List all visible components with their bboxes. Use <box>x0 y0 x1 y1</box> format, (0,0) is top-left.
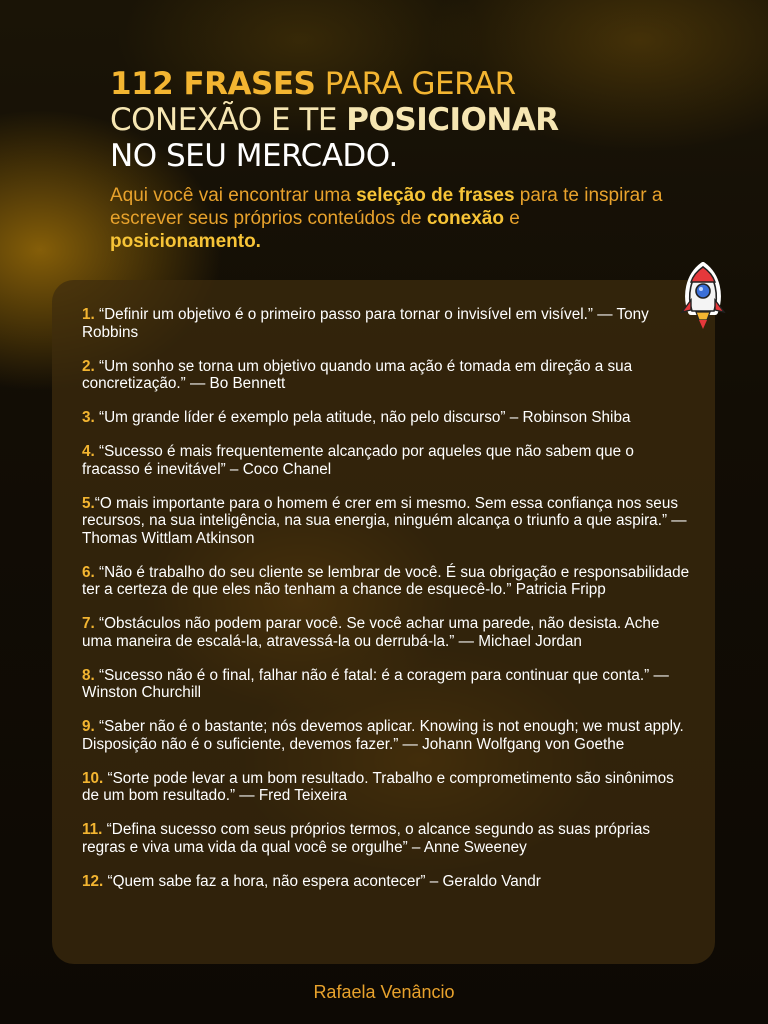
quote-item-12 <box>82 873 692 891</box>
title-bold-count: 112 FRASES <box>110 66 316 102</box>
title-conexao: CONEXÃO E TE <box>110 102 347 138</box>
subtitle-part-3: e <box>503 208 520 229</box>
title-line-3: NO SEU MERCADO. <box>110 138 398 174</box>
quote-item-3 <box>82 409 692 427</box>
quote-number: 12. <box>82 872 104 890</box>
quote-item-8 <box>82 667 692 702</box>
quote-item-7 <box>82 615 692 650</box>
quote-text: “Saber não é o bastante; nós devemos aplicar. Knowing is not enough; we must apply. Disposição não é o suficiente, devemos fazer.” — Johann Wolfgang von Goethe <box>82 718 684 753</box>
quote-number: 3. <box>82 409 95 426</box>
title-rest: PARA GERAR <box>315 66 516 102</box>
quote-number: 5. <box>82 494 95 512</box>
quote-item-5 <box>82 495 692 548</box>
quote-text: “Não é trabalho do seu cliente se lembrar de você. É sua obrigação e responsabilidade ter a certeza de que eles não tenham a chance de esquecê-lo.” Patricia Fripp <box>82 563 690 598</box>
quotes-list <box>82 306 692 907</box>
quote-text: “Um grande líder é exemplo pela atitude, não pelo discurso” – Robinson Shiba <box>94 409 631 426</box>
quote-text: “O mais importante para o homem é crer em si mesmo. Sem essa confiança nos seus recursos, na sua inteligência, na sua energia, ninguém alcança o triunfo a que aspira.” — Thomas Wittlam Atkinson <box>82 494 687 547</box>
subtitle-highlight-3: posicionamento. <box>110 231 261 252</box>
subtitle-highlight-2: conexão <box>426 208 504 229</box>
quote-number: 9. <box>82 718 95 735</box>
quote-number: 1. <box>82 306 95 323</box>
quote-item-1 <box>82 306 692 341</box>
quote-text: “Obstáculos não podem parar você. Se você achar uma parede, não desista. Ache uma maneira de escalá-la, atravessá-la ou derrubá-la.” — Michael Jordan <box>82 615 660 650</box>
quote-text: “Sucesso não é o final, falhar não é fatal: é a coragem para continuar que conta.” — Winston Churchill <box>82 666 669 701</box>
quote-number: 8. <box>82 666 95 684</box>
quote-item-10 <box>82 770 692 805</box>
title-line-1 <box>110 66 670 102</box>
quote-item-4 <box>82 443 692 478</box>
quote-text: “Defina sucesso com seus próprios termos, o alcance segundo as suas próprias regras e viva uma vida da qual você se orgulhe” – Anne Sweeney <box>82 821 650 856</box>
title-line-2 <box>110 102 670 138</box>
quote-text: “Sorte pode levar a um bom resultado. Trabalho e comprometimento são sinônimos de um bom resultado.” — Fred Teixeira <box>82 769 674 804</box>
quote-item-6 <box>82 564 692 599</box>
header <box>110 66 670 253</box>
subtitle <box>110 184 670 253</box>
subtitle-part-1: Aqui você vai encontrar uma <box>110 185 357 206</box>
quote-text: “Definir um objetivo é o primeiro passo para tornar o invisível em visível.” — Tony Robbins <box>82 306 649 341</box>
author-name: Rafaela Venâncio <box>313 982 455 1002</box>
quote-number: 4. <box>82 443 95 460</box>
title-posicionar: POSICIONAR <box>346 102 559 138</box>
subtitle-highlight-1: seleção de frases <box>356 185 515 206</box>
quote-item-9 <box>82 718 692 753</box>
quote-number: 6. <box>82 563 95 581</box>
subtitle-part-2: para te inspirar a escrever seus próprios conteúdos de <box>110 185 663 229</box>
quote-number: 2. <box>82 357 95 375</box>
quote-number: 11. <box>82 821 103 838</box>
quote-text: “Um sonho se torna um objetivo quando uma ação é tomada em direção a sua concretização.” — Bo Bennett <box>82 357 633 392</box>
quote-number: 10. <box>82 769 104 787</box>
quote-text: “Quem sabe faz a hora, não espera acontecer” – Geraldo Vandr <box>103 872 541 890</box>
quote-item-2 <box>82 358 692 393</box>
quote-number: 7. <box>82 615 95 632</box>
quote-item-11 <box>82 821 692 856</box>
quote-text: “Sucesso é mais frequentemente alcançado por aqueles que não sabem que o fracasso é inevitável” – Coco Chanel <box>82 443 634 478</box>
